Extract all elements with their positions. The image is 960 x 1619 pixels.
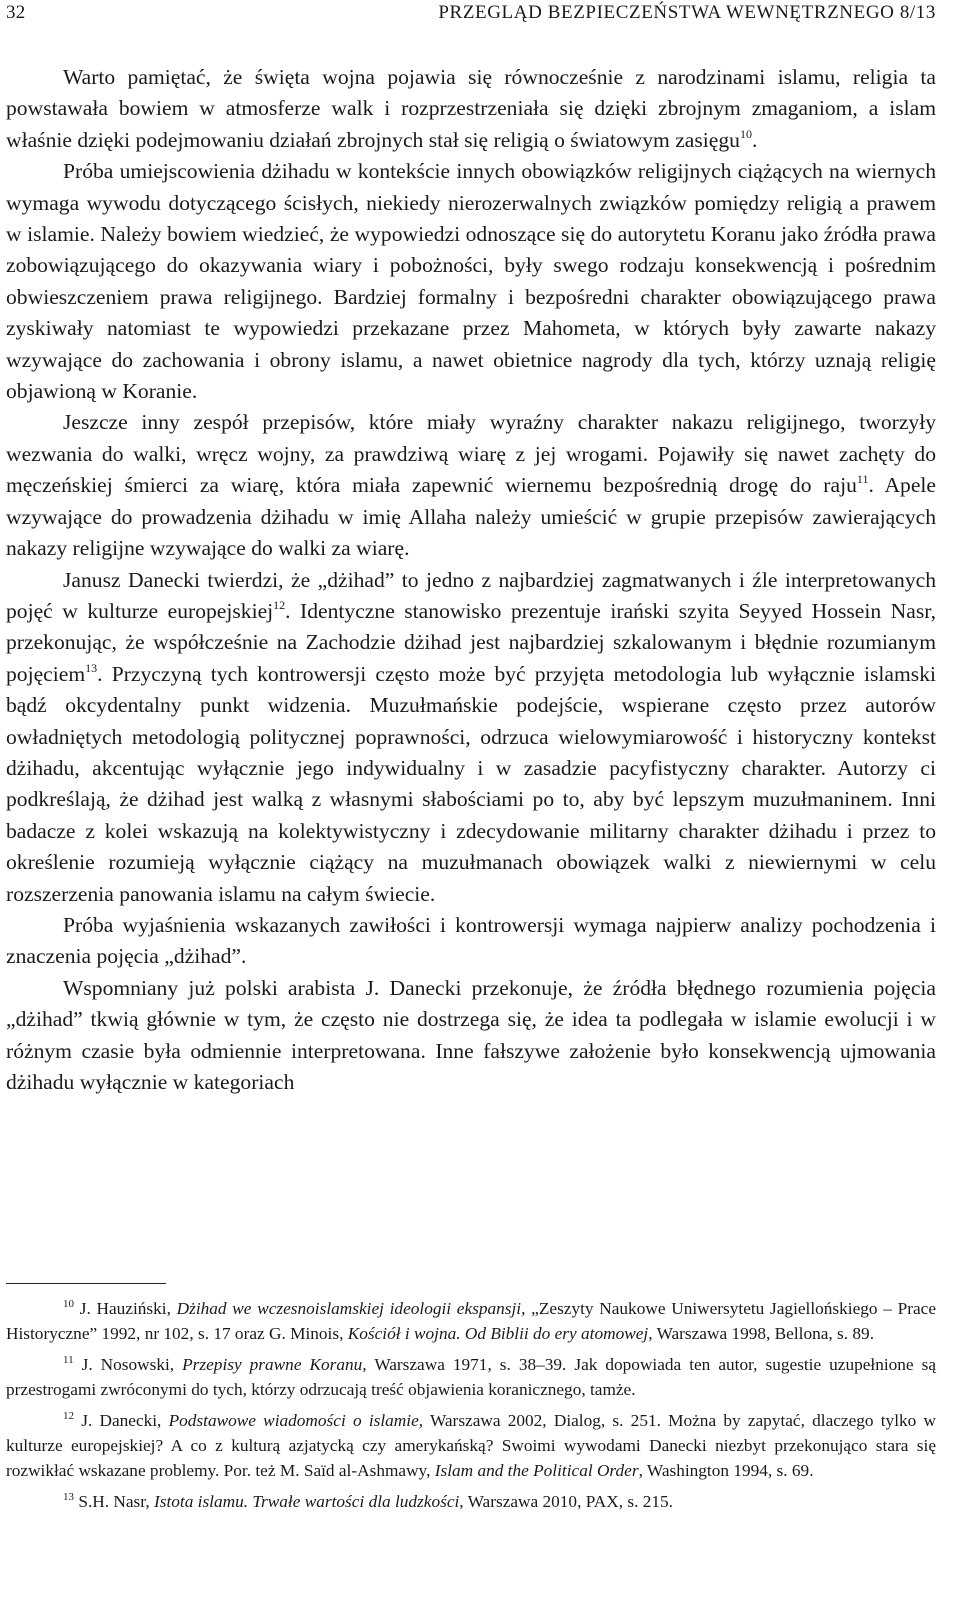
footnote-number: 12	[63, 1410, 74, 1423]
footnote-11: $^{11}$ J. Nosowski, Przepisy prawne Koranu, Warszawa 1971, s. 38–39. Jak dopowiada ten autor, sugestie uzupełnione są przestrogami zwróconymi do tych, którzy odrzucają treść objawienia koranicznego, tamże.	[6, 1354, 936, 1399]
footnote-ref-11[interactable]: 11	[856, 472, 869, 487]
paragraph-3: Jeszcze inny zespół przepisów, które miały wyraźny charakter nakazu religijnego, tworzyły wezwania do walki, wręcz wojny, za prawdziwą wiarę z jej wrogami. Pojawiły się nawet zachęty do męczeńskiej śmierci za wiarę, która miała zapewnić wiernemu bezpośrednią drogę do raju$^{11}$. Apele wzywające do prowadzenia dżihadu w imię Allaha należy umieścić w grupie przepisów zawierających nakazy religijne wzywające do walki za wiarę.	[6, 410, 937, 561]
journal-title: PRZEGLĄD BEZPIECZEŃSTWA WEWNĘTRZNEGO 8/13	[438, 2, 936, 23]
paragraph-1: Warto pamiętać, że święta wojna pojawia się równocześnie z narodzinami islamu, religia ta powstawała bowiem w atmosferze walk i rozprzestrzeniała się dzięki zbrojnym zmaganiom, a islam właśnie dzięki podejmowaniu działań zbrojnych stał się religią o światowym zasięgu$^{10}$.	[6, 65, 936, 152]
footnote-number: 10	[63, 1298, 74, 1310]
page-number: 32	[6, 2, 26, 23]
paragraph-2: Próba umiejscowienia dżihadu w kontekście innych obowiązków religijnych ciążących na wiernych wymaga wywodu dotyczącego ścisłych, niekiedy nierozerwalnych związków pomiędzy religią a prawem w islamie. Należy bowiem wiedzieć, że wypowiedzi odnoszące się do autorytetu Koranu jako źródła prawa zobowiązującego do okazywania wiary i pobożności, były swego rodzaju konsekwencją i pośrednim obwieszczeniem prawa religijnego. Bardziej formalny i bezpośredni charakter obowiązującego prawa zyskiwały natomiast te wypowiedzi przekazane przez Mahometa, w których były zawarte nakazy wzywające do zachowania i obrony islamu, a nawet obietnice nagrody dla tych, którzy uznają religię objawioną w Koranie.	[6, 159, 936, 404]
running-head	[6, 0, 936, 26]
paragraph-5: Próba wyjaśnienia wskazanych zawiłości i kontrowersji wymaga najpierw analizy pochodzenia i znaczenia pojęcia „dżihad”.	[6, 912, 936, 969]
footnote-12: $^{12}$ J. Danecki, Podstawowe wiadomości o islamie, Warszawa 2002, Dialog, s. 251. Można by zapytać, dlaczego tylko w kulturze europejskiej? A co z kulturą azjatycką czy amerykańską? Swoimi wywodami Danecki niezbyt przekonująco stara się rozwikłać wskazane problemy. Por. też M. Saïd al-Ashmawy, Islam and the Political Order, Washington 1994, s. 69.	[6, 1410, 936, 1480]
footnote-ref-10[interactable]: 10	[739, 126, 752, 141]
main-text	[6, 62, 936, 1098]
footnotes	[6, 1297, 936, 1522]
paragraph-6: Wspomniany już polski arabista J. Danecki przekonuje, że źródła błędnego rozumienia pojęcia „dżihad” tkwią głównie w tym, że często nie dostrzega się, że idea ta podlegała w islamie ewolucji i w różnym czasie była odmiennie interpretowana. Inne fałszywe założenie było konsekwencją ujmowania dżihadu wyłącznie w kategoriach	[6, 975, 936, 1094]
paragraph-4: Janusz Danecki twierdzi, że „dżihad” to jedno z najbardziej zagmatwanych i źle interpretowanych pojęć w kulturze europejskiej$^{12}$. Identyczne stanowisko prezentuje irański szyita Seyyed Hossein Nasr, przekonując, że współcześnie na Zachodzie dżihad jest najbardziej szkalowanym i błędnie rozumianym pojęciem$^{13}$. Przyczyną tych kontrowersji często może być przyjęta metodologia lub wyłącznie islamski bądź okcydentalny punkt widzenia. Muzułmańskie podejście, wspierane często przez autorów owładniętych metodologią politycznej poprawności, odrzuca wielowymiarowość i historyczny kontekst dżihadu, akcentując wyłącznie jego indywidualny i w zasadzie pacyfistyczny charakter. Autorzy ci podkreślają, że dżihad jest walką z własnymi słabościami po to, aby być lepszym muzułmaninem. Inni badacze z kolei wskazują na kolektywistyczny i zdecydowanie militarny charakter dżihadu i przez to określenie rozumieją wyłącznie ciążący na muzułmanach obowiązek walki z niewiernymi w celu rozszerzenia panowania islamu na całym świecie.	[6, 567, 936, 906]
footnote-ref-12[interactable]: 12	[273, 597, 286, 612]
footnote-separator	[6, 1283, 166, 1284]
footnote-number: 13	[63, 1491, 74, 1504]
footnote-ref-13[interactable]: 13	[85, 660, 98, 675]
footnote-10: $^{10}$ J. Hauziński, Dżihad we wczesnoislamskiej ideologii ekspansji, „Zeszyty Naukowe Uniwersytetu Jagiellońskiego – Prace Historyczne” 1992, nr 102, s. 17 oraz G. Minois, Kościół i wojna. Od Biblii do ery atomowej, Warszawa 1998, Bellona, s. 89.	[6, 1298, 937, 1343]
footnote-number: 11	[63, 1354, 74, 1367]
footnote-13: $^{13}$ S.H. Nasr, Istota islamu. Trwałe wartości dla ludzkości, Warszawa 2010, PAX, s. 215.	[63, 1491, 673, 1512]
